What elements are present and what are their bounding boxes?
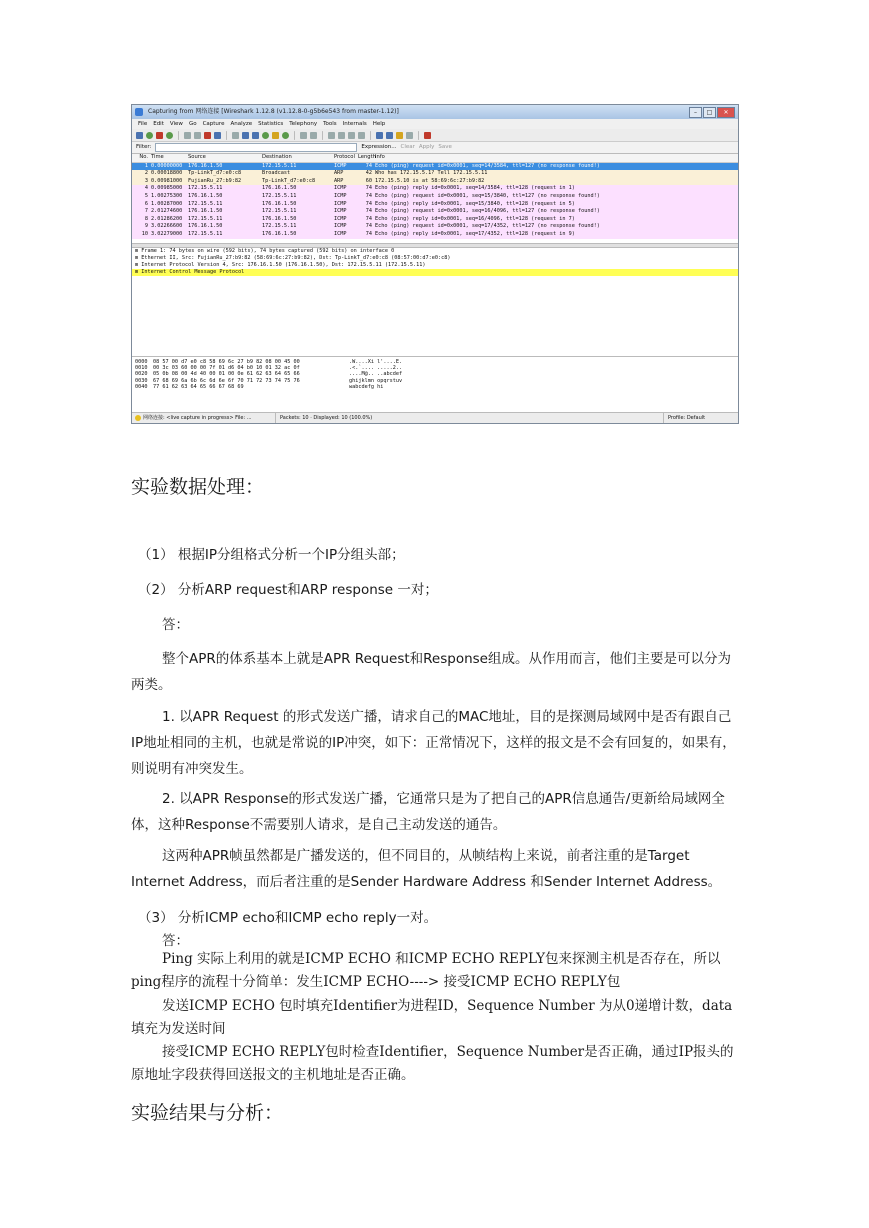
packet-cell-len: 74 [365,200,372,207]
packet-row[interactable] [132,170,738,178]
question-1: （1） 根据IP分组格式分析一个IP分组头部； [138,547,405,563]
packet-cell-time: 1.00275300 [151,192,183,199]
column-header-info[interactable]: Info [375,154,385,160]
zoom-normal-icon[interactable] [348,132,355,139]
colorize-icon[interactable] [300,132,307,139]
packet-cell-no: 6 [144,200,148,207]
packet-cell-proto: ICMP [334,185,347,192]
packet-bytes-pane [132,356,738,401]
detail-tree-item[interactable]: ⊞ Frame 1: 74 bytes on wire (592 bits), 74 bytes captured (592 bits) on interface 0 [135,247,395,254]
toolbar-separator [178,131,179,140]
packet-row[interactable] [132,201,738,209]
menu-item[interactable]: Capture [202,121,225,127]
paragraph-icmp-send: 发送ICMP ECHO 包时填充Identifier为进程ID，Sequence Number 为从0递增计数，data填充为发送时间 [131,998,733,1037]
status-capture-text: 网络连接: <live capture in progress> File: ... [143,415,252,421]
packet-cell-info: Echo (ping) request id=0x0001, seq=14/3584, ttl=127 (no response found!) [375,162,600,169]
paragraph-icmp-receive: 接受ICMP ECHO REPLY包时检查Identifier，Sequence Number是否正确，通过IP报头的原地址字段获得回送报文的主机地址是否正确。 [131,1044,734,1083]
hex-dump-row [132,384,738,390]
answer-label-1: 答： [162,617,189,633]
packet-cell-info: Who has 172.15.5.1? Tell 172.15.5.11 [375,170,488,177]
packet-cell-info: Echo (ping) request id=0x0001, seq=15/3840, ttl=127 (no response found!) [375,192,600,199]
packet-cell-time: 1.00287000 [151,200,183,207]
detail-tree-item[interactable]: ⊞ Internet Control Message Protocol [132,269,738,276]
packet-cell-info: Echo (ping) request id=0x0001, seq=16/4096, ttl=127 (no response found!) [375,208,600,215]
packet-cell-no: 4 [144,185,148,192]
filter-label: Filter: [136,144,152,150]
packet-cell-src: 172.15.5.11 [188,200,223,207]
packet-cell-time: 0.00981000 [151,177,183,184]
packet-row[interactable] [132,223,738,231]
packet-cell-info: Echo (ping) reply id=0x0001, seq=14/3584, ttl=128 (request in 1) [375,185,575,192]
start-capture-icon[interactable] [146,132,153,139]
status-bar [132,412,738,423]
menu-item[interactable]: Help [372,121,386,127]
packet-cell-src: FujianRu_27:b9:82 [188,177,242,184]
paragraph-arp-request: 1. 以APR Request 的形式发送广播，请求自己的MAC地址，目的是探测局域网中是否有跟自己IP地址相同的主机，也就是常说的IP冲突，如下：正常情况下，这样的报文是不会有回复的，如果有，则说明有冲突发生。 [131,709,736,777]
packet-cell-dst: 172.15.5.11 [262,208,297,215]
packet-cell-dst: 172.15.5.11 [262,162,297,169]
packet-row[interactable] [132,208,738,216]
hex-dump-ascii: .<.`.... .....2.. [349,364,403,371]
packet-cell-time: 0.00985000 [151,185,183,192]
answer-label-2: 答： [162,933,189,949]
hex-dump-off: 0030 [135,377,148,384]
menu-item[interactable]: Internals [342,121,367,127]
status-capture [132,413,276,423]
toolbar-separator [418,131,419,140]
packet-row[interactable] [132,185,738,193]
question-2: （2） 分析ARP request和ARP response 一对； [138,582,438,598]
packet-cell-no: 8 [144,215,148,222]
packet-cell-time: 2.01286200 [151,215,183,222]
packet-cell-proto: ARP [334,170,344,177]
save-file-icon[interactable] [194,132,201,139]
packet-cell-info: Echo (ping) request id=0x0001, seq=17/4352, ttl=127 (no response found!) [375,223,600,230]
status-packets: Packets: 10 · Displayed: 10 (100.0%) [276,413,664,423]
packet-row[interactable] [132,231,738,239]
packet-cell-dst: 176.16.1.50 [262,200,297,207]
find-packet-icon[interactable] [232,132,239,139]
packet-cell-no: 10 [141,230,148,237]
packet-cell-src: 176.16.1.50 [188,162,223,169]
go-forward-icon[interactable] [252,132,259,139]
question-3: （3） 分析ICMP echo和ICMP echo reply一对。 [138,910,438,926]
paragraph-arp-comparison: 这两种APR帧虽然都是广播发送的，但不同目的，从帧结构上来说，前者注重的是Target Internet Address，而后者注重的是Sender Hardware Address 和Sender Internet Address。 [131,848,722,890]
open-file-icon[interactable] [184,132,191,139]
menu-item[interactable]: Telephony [289,121,318,127]
packet-list-header [132,154,738,163]
packet-cell-dst: Broadcast [262,170,291,177]
hex-dump-hex: 00 3c 03 60 00 00 7f 01 d6 04 b0 10 01 32 ac 0f [153,364,300,371]
menu-item[interactable]: View [169,121,183,127]
restart-capture-icon[interactable] [166,132,173,139]
window-controls [689,107,735,118]
window-titlebar [132,105,738,119]
packet-cell-len: 60 [365,177,372,184]
column-header-time[interactable]: Time [151,154,164,160]
maximize-icon[interactable]: □ [703,107,716,118]
filter-expression-button[interactable]: Expression... [361,144,397,150]
auto-scroll-icon[interactable] [310,132,317,139]
interfaces-icon[interactable] [136,132,143,139]
packet-cell-src: 176.16.1.50 [188,192,223,199]
menu-item[interactable]: File [138,121,148,127]
packet-cell-no: 3 [144,177,148,184]
section-heading-results: 实验结果与分析： [131,1102,284,1124]
packet-cell-info: Echo (ping) reply id=0x0001, seq=16/4096, ttl=128 (request in 7) [375,215,575,222]
hex-dump-hex: 77 61 62 63 64 65 66 67 68 69 [153,384,244,391]
display-filters-icon[interactable] [386,132,393,139]
packet-row[interactable] [132,193,738,201]
hex-dump-ascii: .W....Xi l'....E. [349,358,403,365]
expert-info-icon[interactable] [135,415,141,421]
packet-cell-time: 3.02266600 [151,223,183,230]
packet-cell-proto: ICMP [334,215,347,222]
main-toolbar [132,129,738,142]
menu-item[interactable]: Analyze [230,121,253,127]
hex-dump-ascii: ....M@.. ..abcdef [349,371,403,378]
stop-capture-icon[interactable] [156,132,163,139]
window-title: Capturing from 网络连接 [Wireshark 1.12.8 (v1.12.8-0-g5b6e543 from master-1.12)] [148,108,399,115]
resize-columns-icon[interactable] [358,132,365,139]
packet-cell-proto: ICMP [334,192,347,199]
packet-cell-no: 9 [144,223,148,230]
column-header-length[interactable]: Length [358,154,376,160]
zoom-in-icon[interactable] [328,132,335,139]
packet-cell-dst: 176.16.1.50 [262,185,297,192]
close-icon[interactable]: ✕ [717,107,735,118]
packet-cell-info: 172.15.5.10 is at 58:69:6c:27:b9:82 [375,177,485,184]
hex-dump-ascii: ghijklmn opqrstuv [349,377,403,384]
detail-tree-item[interactable]: ⊞ Ethernet II, Src: FujianRu_27:b9:82 (58:69:6c:27:b9:82), Dst: Tp-LinkT_d7:e0:c8 (08:57:00:d7:e0:c8) [135,254,451,261]
capture-filters-icon[interactable] [376,132,383,139]
packet-cell-proto: ICMP [334,230,347,237]
column-header-source[interactable]: Source [188,154,206,160]
packet-cell-no: 1 [144,162,148,169]
packet-cell-len: 74 [365,208,372,215]
close-file-icon[interactable] [204,132,211,139]
paragraph-arp-response: 2. 以APR Response的形式发送广播，它通常只是为了把自己的APR信息通告/更新给局域网全体，这种Response不需要别人请求，是自己主动发送的通告。 [131,791,725,833]
detail-tree-item[interactable]: ⊞ Internet Protocol Version 4, Src: 176.16.1.50 (176.16.1.50), Dst: 172.15.5.11 (172.15.5.11) [135,261,426,268]
menu-item[interactable]: Statistics [258,121,284,127]
column-header-protocol[interactable]: Protocol [334,154,355,160]
packet-cell-src: 172.15.5.11 [188,230,223,237]
packet-cell-len: 74 [365,223,372,230]
hex-dump-off: 0010 [135,364,148,371]
packet-cell-time: 2.01274600 [151,208,183,215]
wireshark-screenshot [131,104,739,424]
packet-cell-proto: ICMP [334,200,347,207]
packet-cell-info: Echo (ping) reply id=0x0001, seq=15/3840, ttl=128 (request in 5) [375,200,575,207]
packet-cell-proto: ARP [334,177,344,184]
status-profile[interactable]: Profile: Default [668,415,706,421]
packet-cell-proto: ICMP [334,208,347,215]
packet-cell-info: Echo (ping) reply id=0x0001, seq=17/4352, ttl=128 (request in 9) [375,230,575,237]
packet-cell-no: 5 [144,192,148,199]
packet-row[interactable] [132,163,738,171]
packet-list [132,154,738,243]
hex-dump-off: 0000 [135,358,148,365]
packet-cell-no: 2 [144,170,148,177]
go-first-icon[interactable] [272,132,279,139]
menubar [132,119,738,129]
packet-cell-proto: ICMP [334,223,347,230]
packet-cell-no: 7 [144,208,148,215]
coloring-rules-icon[interactable] [396,132,403,139]
go-to-packet-icon[interactable] [262,132,269,139]
hex-dump-ascii: wabcdefg hi [349,384,384,391]
packet-list-body [132,163,738,243]
packet-cell-src: 172.15.5.11 [188,185,223,192]
hex-dump-off: 0020 [135,371,148,378]
go-back-icon[interactable] [242,132,249,139]
packet-cell-len: 74 [365,215,372,222]
packet-cell-len: 74 [365,162,372,169]
packet-cell-len: 42 [365,170,372,177]
menu-item[interactable]: Tools [323,121,337,127]
packet-cell-dst: 176.16.1.50 [262,230,297,237]
paragraph-arp-overview: 整个APR的体系基本上就是APR Request和Response组成。从作用而言，他们主要是可以分为两类。 [131,651,731,693]
hex-dump-hex: 67 68 69 6a 6b 6c 6d 6e 6f 70 71 72 73 74 75 76 [153,377,300,384]
menu-item[interactable]: Edit [153,121,164,127]
help-icon[interactable] [424,132,431,139]
packet-cell-len: 74 [365,230,372,237]
packet-cell-proto: ICMP [334,162,347,169]
column-header-destination[interactable]: Destination [262,154,292,160]
packet-cell-dst: 172.15.5.11 [262,192,297,199]
packet-cell-src: 172.15.5.11 [188,215,223,222]
packet-cell-src: Tp-LinkT_d7:e0:c8 [188,170,242,177]
zoom-out-icon[interactable] [338,132,345,139]
section-heading-data-processing: 实验数据处理： [131,476,265,498]
packet-cell-time: 3.02279000 [151,230,183,237]
filter-save-button[interactable]: Save [438,144,452,150]
hex-dump-hex: 08 57 00 d7 e0 c8 58 69 6c 27 b9 82 08 00 45 00 [153,358,300,365]
column-header-no[interactable]: No. [139,154,148,160]
toolbar-separator [370,131,371,140]
packet-row[interactable] [132,216,738,224]
toolbar-separator [226,131,227,140]
packet-cell-src: 176.16.1.50 [188,208,223,215]
packet-row[interactable] [132,178,738,186]
minimize-icon[interactable]: – [689,107,702,118]
packet-cell-len: 74 [365,185,372,192]
packet-cell-len: 74 [365,192,372,199]
go-last-icon[interactable] [282,132,289,139]
filter-clear-button[interactable]: Clear [400,144,415,150]
packet-cell-time: 0.00018800 [151,170,183,177]
filter-toolbar [132,142,738,154]
toolbar-separator [294,131,295,140]
menu-item[interactable]: Go [188,121,197,127]
preferences-icon[interactable] [406,132,413,139]
toolbar-separator [322,131,323,140]
wireshark-app-icon [135,108,143,116]
paragraph-ping: Ping 实际上利用的就是ICMP ECHO 和ICMP ECHO REPLY包来探测主机是否存在，所以ping程序的流程十分简单：发生ICMP ECHO----> 接受ICMP ECHO REPLY包 [131,951,721,990]
filter-input[interactable] [155,143,357,152]
packet-cell-dst: 176.16.1.50 [262,215,297,222]
hex-dump-hex: 05 0b 08 00 4d 40 00 01 00 0e 61 62 63 64 65 66 [153,371,300,378]
packet-cell-dst: 172.15.5.11 [262,223,297,230]
packet-cell-dst: Tp-LinkT_d7:e0:c8 [262,177,316,184]
hex-dump-off: 0040 [135,384,148,391]
packet-details-pane [132,248,738,356]
packet-cell-src: 176.16.1.50 [188,223,223,230]
reload-icon[interactable] [214,132,221,139]
packet-cell-time: 0.00000000 [151,162,183,169]
filter-apply-button[interactable]: Apply [418,144,435,150]
